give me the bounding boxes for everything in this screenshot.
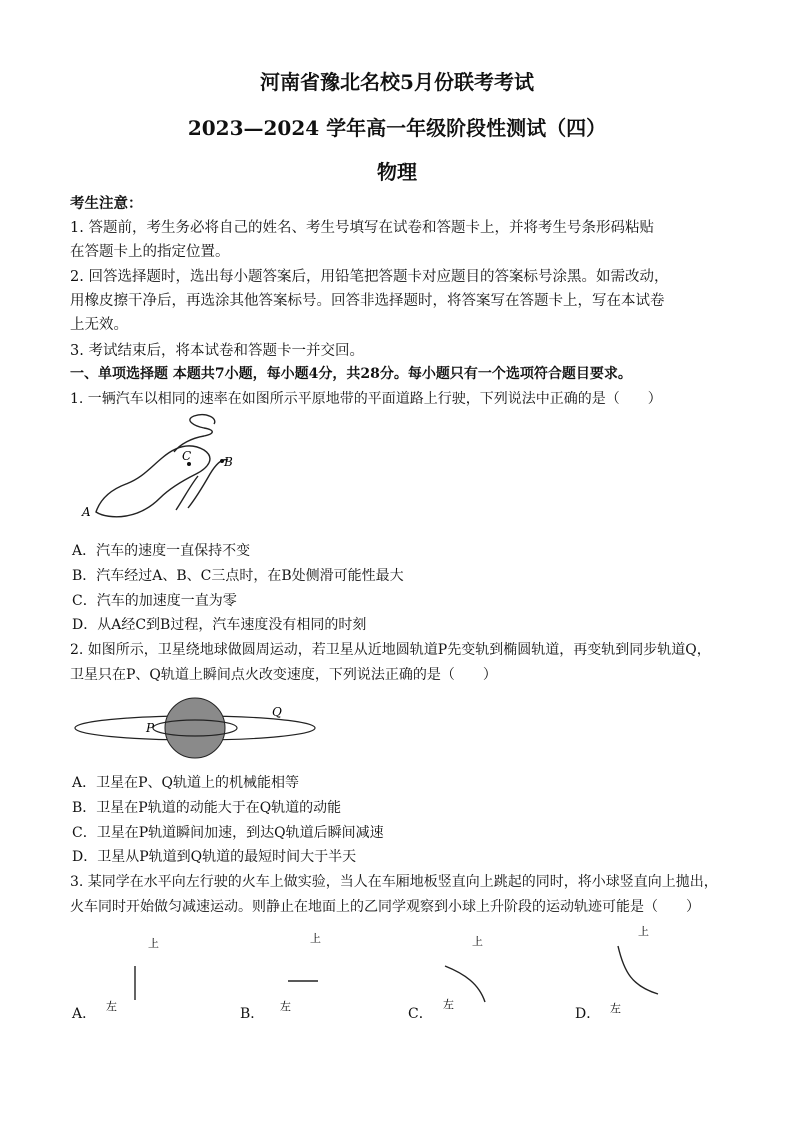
q3-choice-c: C．: [408, 1006, 433, 1022]
notice-item-2-cont: 用橡皮擦干净后，再选涂其他答案标号。回答非选择题时，将答案写在答题卡上，写在本试卷: [70, 293, 665, 309]
left-label-a: 左: [106, 1000, 117, 1013]
q1-option-a: A．汽车的速度一直保持不变: [72, 543, 251, 559]
q1-option-c: C．汽车的加速度一直为零: [72, 593, 237, 609]
q3-trajectory-d: [600, 920, 670, 1015]
earth-shape: [165, 698, 225, 758]
left-label-b: 左: [280, 1000, 291, 1013]
label-q: Q: [272, 705, 282, 719]
q2-option-a: A．卫星在P、Q轨道上的机械能相等: [72, 775, 300, 791]
q3-choice-b: B．: [240, 1006, 265, 1022]
q3-stem-1: 3. 某同学在水平向左行驶的火车上做实验，当人在车厢地板竖直向上跳起的同时，将小球竖直向上拋出，: [70, 874, 718, 890]
left-label-d: 左: [610, 1002, 621, 1015]
label-p: P: [146, 721, 155, 735]
label-b: B: [224, 455, 233, 469]
notice-item-3: 3. 考试结束后，将本试卷和答题卡一并交回。: [70, 343, 364, 359]
q3-choice-a: A．: [72, 1006, 97, 1022]
q3-stem-2: 火车同时开始做匀减速运动。则静止在地面上的乙同学观察到小球上升阶段的运动轨迹可能是（ ）: [70, 899, 700, 915]
notice-item-2-cont2: 上无效。: [70, 317, 128, 333]
exam-title: 河南省豫北名校5月份联考考试: [260, 70, 534, 94]
q2-option-c: C．卫星在P轨道瞬间加速，到达Q轨道后瞬间减速: [72, 825, 384, 841]
left-label-c: 左: [443, 998, 454, 1011]
up-label-b: 上: [310, 932, 321, 945]
q3-trajectory-c: [435, 928, 505, 1013]
notice-item-2: 2. 回答选择题时，选出每小题答案后，用铅笔把答题卡对应题目的答案标号涂黑。如需改动，: [70, 269, 669, 285]
up-label-c: 上: [472, 935, 483, 948]
q3-trajectory-b: [270, 925, 340, 1015]
up-label-a: 上: [148, 937, 159, 950]
q1-option-d: D．从A经C到B过程，汽车速度没有相同的时刻: [72, 617, 367, 633]
q1-option-b: B．汽车经过A、B、C三点时，在B处侧滑可能性最大: [72, 568, 404, 584]
notice-item-1-cont: 在答题卡上的指定位置。: [70, 244, 230, 260]
q2-stem-1: 2. 如图所示，卫星绕地球做圆周运动，若卫星从近地圆轨道P先变轨到椭圆轨道，再变轨到同步轨道Q，: [70, 642, 711, 658]
q3-trajectory-a: [100, 930, 170, 1015]
subject-title: 物理: [377, 160, 417, 184]
q3-choice-d: D．: [575, 1006, 601, 1022]
q1-stem: 1. 一辆汽车以相同的速率在如图所示平原地带的平面道路上行驶，下列说法中正确的是（ ）: [70, 391, 662, 407]
notice-heading: 考生注意：: [70, 195, 143, 212]
q2-orbit-figure: [74, 690, 334, 770]
q2-stem-2: 卫星只在P、Q轨道上瞬间点火改变速度，下列说法正确的是（ ）: [70, 667, 497, 683]
label-c: C: [182, 449, 192, 463]
up-label-d: 上: [638, 925, 649, 938]
notice-item-1: 1. 答题前，考生务必将自己的姓名、考生号填写在试卷和答题卡上，并将考生号条形码粘贴: [70, 220, 654, 236]
q1-road-figure: [76, 412, 256, 524]
q2-option-d: D．卫星从P轨道到Q轨道的最短时间大于半天: [72, 849, 357, 865]
section-heading: 一、单项选择题 本题共7小题，每小题4分，共28分。每小题只有一个选项符合题目要求。: [70, 366, 632, 382]
label-a: A: [82, 505, 91, 519]
exam-subtitle: 2023—2024 学年高一年级阶段性测试（四）: [187, 116, 607, 140]
q2-option-b: B．卫星在P轨道的动能大于在Q轨道的动能: [72, 800, 342, 816]
